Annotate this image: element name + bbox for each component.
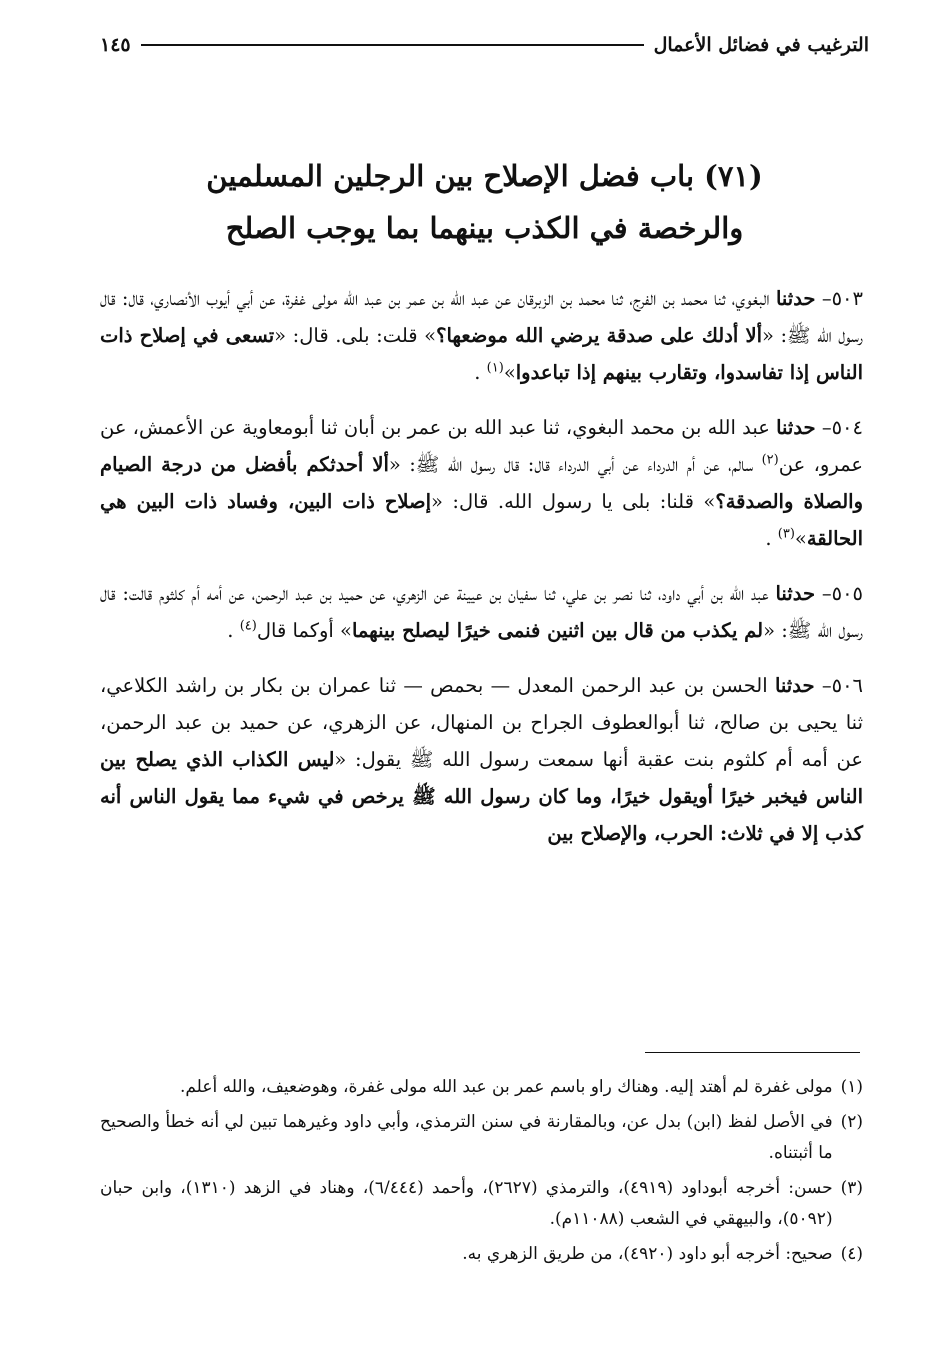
footnote-text: صحيح: أخرجه أبو داود (٤٩٢٠)، من طريق الزهري به. [462,1244,833,1264]
hadith-text: . [765,527,778,550]
footnote-number: (٣) [840,1178,863,1198]
hadith-isnad: عبد الله بن محمد البغوي، ثنا عبد الله بن عمر بن أبان ثنا أبومعاوية عن الأعمش، عن عمرو، عن [100,416,863,476]
footnote-1 [100,1072,863,1103]
hadith-text: » قلت: بلى. قال: « [274,324,437,347]
footnote-ref[interactable]: (٣) [777,526,795,542]
hadith-lead: حدثنا [775,582,816,605]
hadith-number: ٥٠٣ [831,287,863,310]
hadith-matn: ليس الكذاب الذي يصلح بين الناس فيخبر خيرًا أويقول خيرًا، وما كان رسول الله ﷺ يرخص في شيء مما يقول الناس أنه كذب إلا في ثلاث: الحرب، والإصلاح بين [100,748,863,845]
hadith-text: . [227,619,240,642]
chapter-title-line-2: والرخصة في الكذب بينهما بما يوجب الصلح [225,211,744,245]
hadith-text: » أوكما قال [256,619,352,642]
hadith-matn: إصلاح ذات البين، وفساد ذات البين هي الحالقة [100,490,863,550]
page-number: ١٤٥ [100,34,131,56]
running-title: الترغيب في فضائل الأعمال [653,34,869,56]
hadith-isnad: سالم، عن أم الدرداء عن أبي الدرداء قال: قال رسول الله ﷺ: « [388,453,762,476]
footnote-3 [100,1173,863,1235]
footnote-4 [100,1239,863,1270]
footnote-text: في الأصل لفظ (ابن) بدل عن، وبالمقارنة في سنن الترمذي، وأبي داود وغيرهما تبين لي أنه خطأ والصحيح ما أثبتناه. [100,1112,833,1163]
hadith-matn: ألا أدلك على صدقة يرضي الله موضعها؟ [436,324,762,347]
hadith-matn: ألا أحدثكم بأفضل من درجة الصيام والصلاة والصدقة؟ [100,453,863,513]
hadith-lead: حدثنا [776,416,816,439]
hadith-text: . [474,361,487,384]
footnote-ref[interactable]: (٢) [761,452,779,468]
hadith-number: ٥٠٥ [831,582,864,605]
hadith-lead: حدثنا [775,287,816,310]
header-rule [141,44,644,46]
hadith-list [100,280,863,870]
chapter-title [100,150,869,254]
footnote-ref[interactable]: (١) [486,360,504,376]
footnote-text: حسن: أخرجه أبوداود (٤٩١٩)، والترمذي (٢٦٢٧)، وأحمد (٦/٤٤٤)، وهناد في الزهد (١٣١٠)، وابن حبان (٥٠٩٢)، والبيهقي في الشعب (١١٠٨٨م). [100,1178,833,1229]
footnote-number: (٤) [840,1244,863,1264]
footnote-text: مولى غفرة لم أهتد إليه. وهناك راو باسم عمر بن عبد الله مولى غفرة، وهوضعيف، والله أعلم. [179,1077,833,1097]
chapter-title-line-1: (٧١) باب فضل الإصلاح بين الرجلين المسلمين [206,159,763,193]
hadith-isnad: البغوي، ثنا محمد بن الفرج، ثنا محمد بن الزبرقان عن عبد الله بن عمر بن عبد الله مولى غفرة، عن أبي أيوب الأنصاري، قال: قال رسول الله ﷺ: « [100,287,863,347]
hadith-isnad: الحسن بن عبد الرحمن المعدل — بحمص — ثنا عمران بن بكار بن راشد الكلاعي، ثنا يحيى بن صالح، ثنا أبوالعطوف الجراح بن المنهال، عن الزهري، عن حميد بن عبد الرحمن، عن أمه أم كلثوم بنت عقبة أنها سمعت رسول الله ﷺ يقول: « [100,674,864,771]
hadith-matn: لم يكذب من قال بين اثنين فنمى خيرًا ليصلح بينهما [351,619,764,642]
footnote-2 [100,1107,863,1169]
hadith-504: ٥٠٤– حدثنا عبد الله بن محمد البغوي، ثنا عبد الله بن عمر بن أبان ثنا أبومعاوية عن الأعمش، عن عمرو، عن$^{(٢)}$ سالم، عن أم الدرداء عن أبي الدرداء قال: قال رسول الله ﷺ: «ألا أحدثكم بأفضل من درجة الصيام والصلاة والصدقة؟» قلنا: بلى يا رسول الله. قال: «إصلاح ذات البين، وفساد ذات البين هي الحالقة»$^{(٣)}$ . [100,416,863,550]
hadith-text: » قلنا: بلى يا رسول الله. قال: « [431,490,716,513]
hadith-text: » [503,361,516,384]
hadith-number: ٥٠٦ [831,674,864,697]
page-header [100,30,869,60]
footnotes [100,1072,863,1274]
hadith-505: ٥٠٥– حدثنا عبد الله بن أبي داود، ثنا نصر بن علي، ثنا سفيان بن عيينة عن الزهري، عن حميد بن عبد الرحمن، عن أمه أم كلثوم قالت: قال رسول الله ﷺ: «لم يكذب من قال بين اثنين فنمى خيرًا ليصلح بينهما» أوكما قال$^{(٤)}$ . [100,582,864,642]
hadith-506: ٥٠٦– حدثنا الحسن بن عبد الرحمن المعدل — بحمص — ثنا عمران بن بكار بن راشد الكلاعي، ثنا يحيى بن صالح، ثنا أبوالعطوف الجراح بن المنهال، عن الزهري، عن حميد بن عبد الرحمن، عن أمه أم كلثوم بنت عقبة أنها سمعت رسول الله ﷺ يقول: «ليس الكذاب الذي يصلح بين الناس فيخبر خيرًا أويقول خيرًا، وما كان رسول الله ﷺ يرخص في شيء مما يقول الناس أنه كذب إلا في ثلاث: الحرب، والإصلاح بين [100,674,864,845]
footnote-ref[interactable]: (٤) [239,618,257,634]
hadith-503: ٥٠٣– حدثنا البغوي، ثنا محمد بن الفرج، ثنا محمد بن الزبرقان عن عبد الله بن عمر بن عبد الله مولى غفرة، عن أبي أيوب الأنصاري، قال: قال رسول الله ﷺ: «ألا أدلك على صدقة يرضي الله موضعها؟» قلت: بلى. قال: «تسعى في إصلاح ذات الناس إذا تفاسدوا، وتقارب بينهم إذا تباعدوا»$^{(١)}$ . [100,287,863,384]
hadith-number: ٥٠٤ [831,416,863,439]
hadith-text: » [794,527,807,550]
footnote-separator [645,1052,860,1053]
hadith-matn: تسعى في إصلاح ذات الناس إذا تفاسدوا، وتقارب بينهم إذا تباعدوا [100,324,863,384]
footnote-number: (١) [840,1077,863,1097]
hadith-lead: حدثنا [774,674,815,697]
footnote-number: (٢) [840,1112,863,1132]
hadith-isnad: عبد الله بن أبي داود، ثنا نصر بن علي، ثنا سفيان بن عيينة عن الزهري، عن حميد بن عبد الرحمن، عن أمه أم كلثوم قالت: قال رسول الله ﷺ: « [100,582,863,642]
